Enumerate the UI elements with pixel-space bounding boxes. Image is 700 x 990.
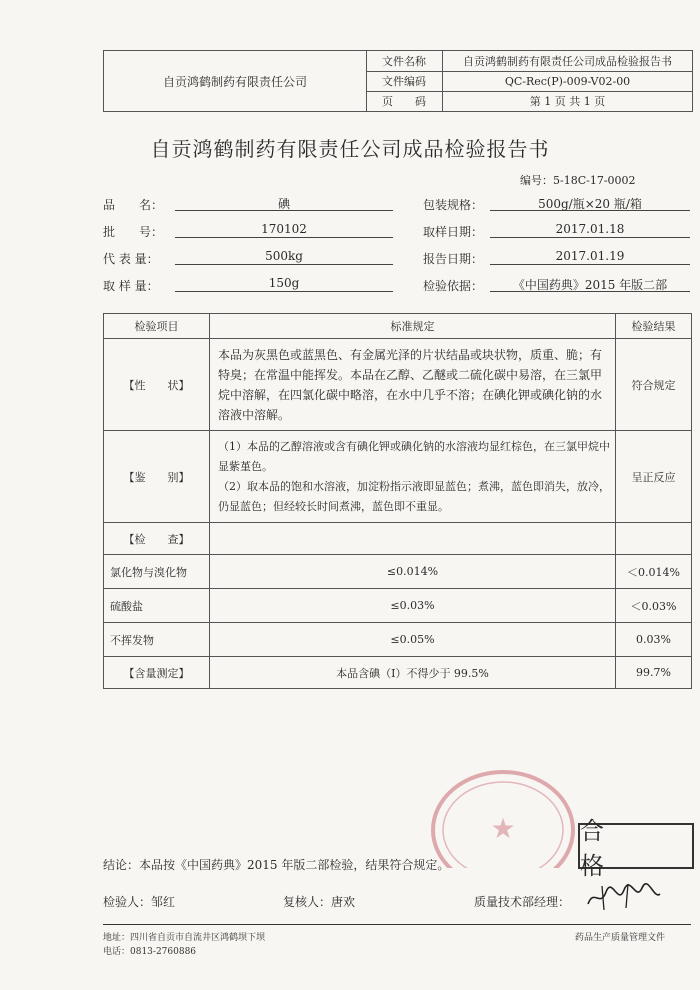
header-row-file-name (366, 51, 692, 72)
result-cell: 99.7% (616, 657, 692, 689)
table-row-assay (104, 657, 692, 689)
product-name-label: 品 名： (103, 198, 164, 212)
representative-quantity-value: 500kg (265, 249, 303, 263)
item-cell: 不挥发物 (104, 623, 210, 657)
footer-phone: 电话：0813-2760886 (103, 947, 197, 957)
footer-address: 地址：四川省自贡市自流井区鸿鹤坝下坝 (103, 933, 266, 943)
sample-quantity-value: 150g (268, 276, 300, 290)
sample-quantity-label: 取 样 量： (103, 279, 159, 293)
batch-value: 170102 (261, 222, 307, 236)
table-row-check (104, 589, 692, 623)
underline (175, 291, 393, 292)
inspection-basis-label: 检验依据： (423, 279, 484, 293)
item-cell: 氯化物与溴化物 (104, 555, 210, 589)
company-seal-stamp (418, 768, 588, 868)
footer-document-type: 药品生产质量管理文件 (575, 933, 666, 943)
result-cell: 0.03% (616, 623, 692, 657)
result-cell: ＜0.03% (616, 589, 692, 623)
result-cell: 符合规定 (616, 339, 692, 431)
table-header-row (104, 314, 692, 339)
representative-quantity-label: 代 表 量： (103, 252, 159, 266)
empty-cell (210, 523, 616, 555)
item-cell: 硫酸盐 (104, 589, 210, 623)
header-row-file-code (366, 71, 692, 92)
product-name-value: 碘 (277, 197, 290, 211)
standard-cell: ≤0.03% (210, 589, 616, 623)
empty-cell (616, 523, 692, 555)
header-row-page (366, 91, 692, 111)
sample-date-value: 2017.01.18 (555, 222, 625, 236)
underline (490, 264, 690, 265)
table-row-character (104, 339, 692, 431)
result-cell: ＜0.014% (616, 555, 692, 589)
underline (175, 264, 393, 265)
footer-divider (103, 924, 691, 925)
underline (175, 237, 393, 238)
header-value: 自贡鸿鹤制药有限责任公司成品检验报告书 (463, 55, 672, 68)
table-row-identification (104, 431, 692, 523)
reviewer-signature: 复核人：唐欢 (283, 895, 356, 909)
report-serial-number: 编号：5-18C-17-0002 (520, 174, 636, 187)
handwritten-signature (584, 880, 664, 914)
item-cell: 【鉴 别】 (104, 431, 210, 523)
inspection-basis-value: 《中国药典》2015 年版二部 (512, 278, 668, 292)
batch-label: 批 号： (103, 225, 164, 239)
report-title: 自贡鸿鹤制药有限责任公司成品检验报告书 (150, 137, 550, 161)
packaging-spec-label: 包装规格： (423, 198, 484, 212)
inspection-table (103, 313, 692, 689)
inspector-signature: 检验人：邹红 (103, 895, 176, 909)
column-header: 检验结果 (616, 314, 692, 339)
svg-text:★: ★ (490, 812, 516, 845)
identification-test-1: （1）本品的乙醇溶液或含有碘化钾或碘化钠的水溶液均显红棕色，在三氯甲烷中显紫堇色。 (218, 439, 610, 473)
column-header: 标准规定 (210, 314, 616, 339)
item-cell: 【含量测定】 (104, 657, 210, 689)
identification-test-2: （2）取本品的饱和水溶液，加淀粉指示液即显蓝色；煮沸，蓝色即消失，放冷，仍显蓝色；但经较长时间煮沸，蓝色即不重显。 (218, 479, 610, 513)
header-value: 第 1 页 共 1 页 (529, 95, 606, 108)
item-cell: 【性 状】 (104, 339, 210, 431)
standard-cell: 本品含碘（I）不得少于 99.5% (210, 657, 616, 689)
qualified-stamp: 合 格 (578, 823, 694, 869)
conclusion-text: 结论：本品按《中国药典》2015 年版二部检验，结果符合规定。 (103, 858, 450, 872)
table-row-check-heading (104, 523, 692, 555)
standard-cell: ≤0.05% (210, 623, 616, 657)
header-company-name: 自贡鸿鹤制药有限责任公司 (104, 51, 367, 111)
table-row-check (104, 555, 692, 589)
packaging-spec-value: 500g/瓶×20 瓶/箱 (538, 197, 642, 211)
underline (490, 237, 690, 238)
document-header-table (103, 50, 693, 112)
item-cell: 【检 查】 (104, 523, 210, 555)
table-row-check (104, 623, 692, 657)
sample-date-label: 取样日期： (423, 225, 484, 239)
standard-cell: 本品为灰黑色或蓝黑色、有金属光泽的片状结晶或块状物，质重、脆；有特臭；在常温中能挥发。本品在乙醇、乙醚或二硫化碳中易溶，在三氯甲烷中溶解，在四氯化碳中略溶，在水中几乎不溶；在碘化钾或碘化钠的水溶液中溶解。 (210, 339, 616, 431)
manager-signature-label: 质量技术部经理： (474, 895, 571, 909)
header-key: 页 码 (366, 91, 443, 111)
standard-cell: ≤0.014% (210, 555, 616, 589)
header-value: QC-Rec(P)-009-V02-00 (504, 74, 631, 88)
column-header: 检验项目 (104, 314, 210, 339)
report-date-label: 报告日期： (423, 252, 484, 266)
result-cell: 呈正反应 (616, 431, 692, 523)
standard-cell (210, 431, 616, 523)
header-key: 文件编码 (366, 71, 443, 91)
report-date-value: 2017.01.19 (555, 249, 625, 263)
header-key: 文件名称 (366, 51, 443, 71)
